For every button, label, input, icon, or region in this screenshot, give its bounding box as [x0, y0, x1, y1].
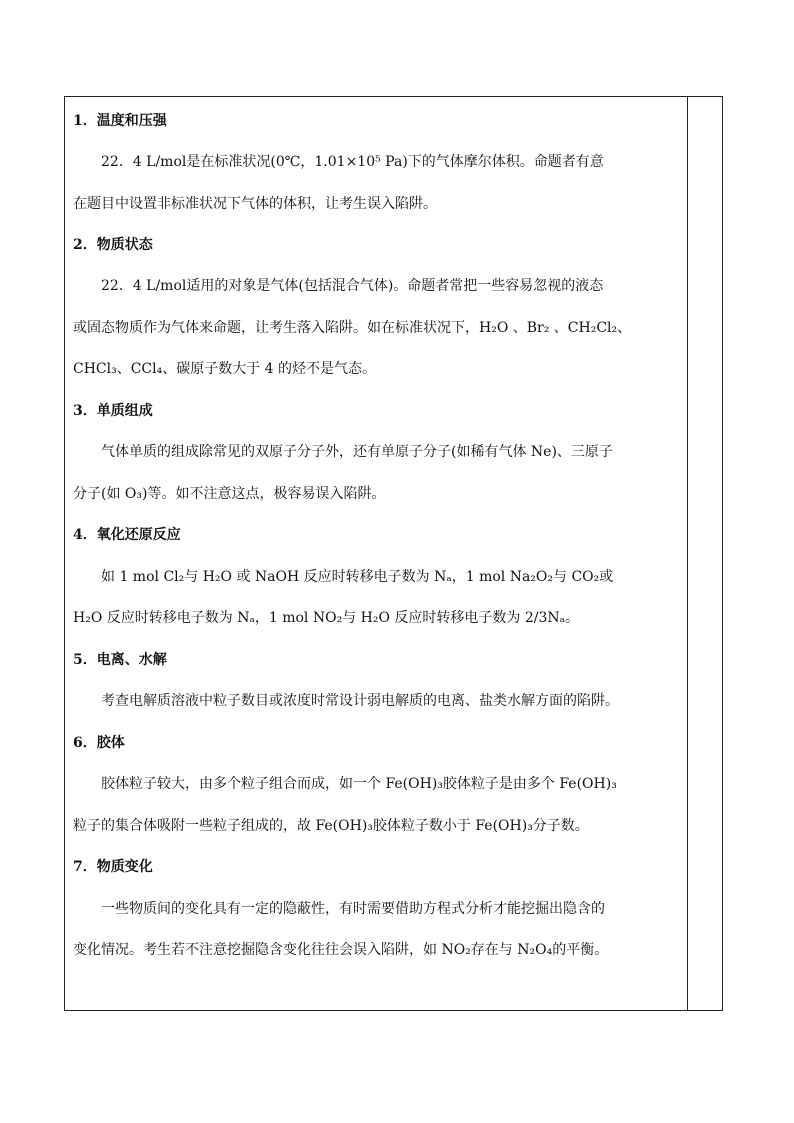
- section-3-line-1: 气体单质的组成除常见的双原子分子外，还有单原子分子(如稀有气体 Ne)、三原子: [101, 444, 613, 460]
- section-heading-1: 1．温度和压强: [73, 113, 167, 129]
- section-2-line-1: 22．4 L/mol适用的对象是气体(包括混合气体)。命题者常把一些容易忽视的液态: [101, 278, 604, 294]
- section-2-line-2: 或固态物质作为气体来命题，让考生落入陷阱。如在标准状况下，H₂O 、Br₂ 、CH₂Cl₂、: [73, 320, 632, 336]
- section-7-line-2: 变化情况。考生若不注意挖掘隐含变化往往会误入陷阱，如 NO₂存在与 N₂O₄的平衡。: [73, 942, 609, 958]
- section-heading-2: 2．物质状态: [73, 237, 153, 253]
- side-column: [687, 97, 724, 1010]
- section-2-line-3: CHCl₃、CCl₄、碳原子数大于 4 的烃不是气态。: [73, 361, 377, 377]
- section-3-line-2: 分子(如 O₃)等。如不注意这点，极容易误入陷阱。: [73, 486, 386, 502]
- section-1-line-2: 在题目中设置非标准状况下气体的体积，让考生误入陷阱。: [73, 196, 437, 212]
- section-heading-3: 3．单质组成: [73, 403, 153, 419]
- section-heading-4: 4．氧化还原反应: [73, 527, 181, 543]
- section-heading-6: 6．胶体: [73, 735, 125, 751]
- section-4-line-2: H₂O 反应时转移电子数为 Nₐ，1 mol NO₂与 H₂O 反应时转移电子数为 2/3Nₐ。: [73, 610, 580, 626]
- section-6-line-2: 粒子的集合体吸附一些粒子组成的，故 Fe(OH)₃胶体粒子数小于 Fe(OH)₃分子数。: [73, 818, 589, 834]
- section-heading-7: 7．物质变化: [73, 859, 153, 875]
- section-7-line-1: 一些物质间的变化具有一定的隐蔽性，有时需要借助方程式分析才能挖掘出隐含的: [101, 901, 605, 917]
- section-5-line-1: 考查电解质溶液中粒子数目或浓度时常设计弱电解质的电离、盐类水解方面的陷阱。: [101, 693, 619, 709]
- document-table: [64, 96, 723, 1011]
- section-6-line-1: 胶体粒子较大，由多个粒子组合而成，如一个 Fe(OH)₃胶体粒子是由多个 Fe(OH)₃: [101, 776, 617, 792]
- section-heading-5: 5．电离、水解: [73, 652, 167, 668]
- section-1-line-1: 22．4 L/mol是在标准状况(0℃，1.01×10⁵ Pa)下的气体摩尔体积。命题者有意: [101, 154, 604, 170]
- section-4-line-1: 如 1 mol Cl₂与 H₂O 或 NaOH 反应时转移电子数为 Nₐ，1 mol Na₂O₂与 CO₂或: [101, 569, 614, 585]
- content-cell: [65, 97, 686, 1010]
